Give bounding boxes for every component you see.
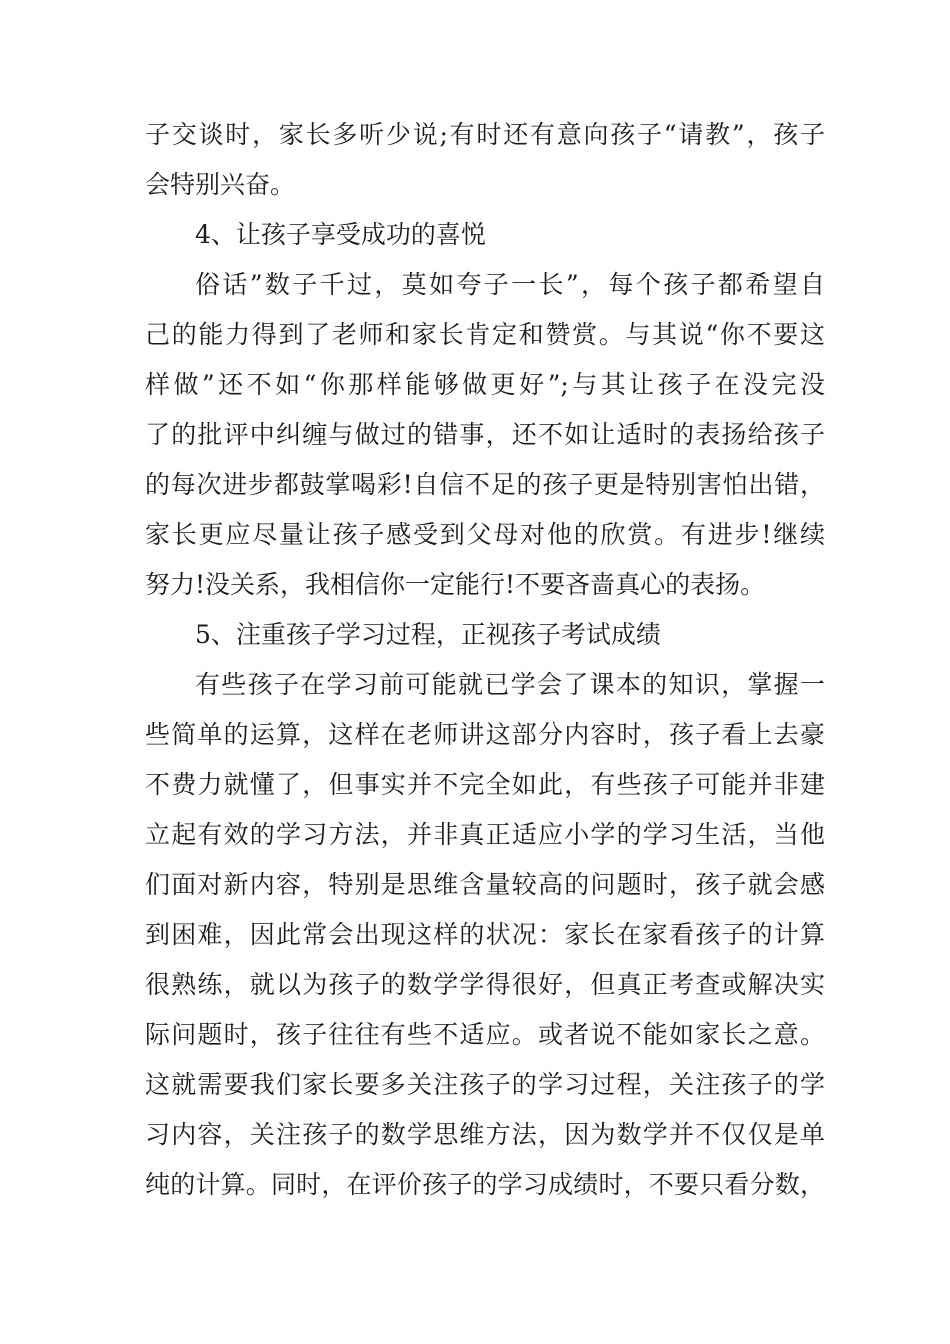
text-line: 家长更应尽量让孩子感受到父母对他的欣赏。有进步!继续	[145, 520, 825, 549]
text-line: 很熟练，就以为孩子的数学学得很好，但真正考查或解决实	[145, 970, 825, 999]
text-line: 立起有效的学习方法，并非真正适应小学的学习生活，当他	[145, 820, 825, 849]
section-heading: 5、注重孩子学习过程，正视孩子考试成绩	[195, 620, 661, 649]
text-line: 们面对新内容，特别是思维含量较高的问题时，孩子就会感	[145, 870, 825, 899]
text-line: 这就需要我们家长要多关注孩子的学习过程，关注孩子的学	[145, 1070, 825, 1099]
text-line: 努力!没关系，我相信你一定能行!不要吝啬真心的表扬。	[145, 570, 766, 599]
text-line: 习内容，关注孩子的数学思维方法，因为数学并不仅仅是单	[145, 1120, 825, 1149]
text-line: 纯的计算。同时，在评价孩子的学习成绩时，不要只看分数，	[145, 1170, 825, 1199]
text-line: 不费力就懂了，但事实并不完全如此，有些孩子可能并非建	[145, 770, 825, 799]
text-line: 俗话”数子千过，莫如夸子一长”，每个孩子都希望自	[195, 270, 825, 299]
text-line: 子交谈时，家长多听少说;有时还有意向孩子“请教”，孩子	[145, 120, 825, 149]
text-line: 样做”还不如“你那样能够做更好”;与其让孩子在没完没	[145, 370, 825, 399]
text-line: 到困难，因此常会出现这样的状况：家长在家看孩子的计算	[145, 920, 825, 949]
text-line: 的每次进步都鼓掌喝彩!自信不足的孩子更是特别害怕出错，	[145, 470, 825, 499]
section-heading: 4、让孩子享受成功的喜悦	[195, 220, 486, 249]
text-line: 些简单的运算，这样在老师讲这部分内容时，孩子看上去豪	[145, 720, 825, 749]
text-line: 了的批评中纠缠与做过的错事，还不如让适时的表扬给孩子	[145, 420, 825, 449]
text-line: 己的能力得到了老师和家长肯定和赞赏。与其说“你不要这	[145, 320, 825, 349]
text-line: 会特别兴奋。	[145, 170, 296, 199]
text-line: 际问题时，孩子往往有些不适应。或者说不能如家长之意。	[145, 1020, 825, 1049]
text-line: 有些孩子在学习前可能就已学会了课本的知识，掌握一	[195, 670, 825, 699]
document-page	[145, 110, 825, 1210]
